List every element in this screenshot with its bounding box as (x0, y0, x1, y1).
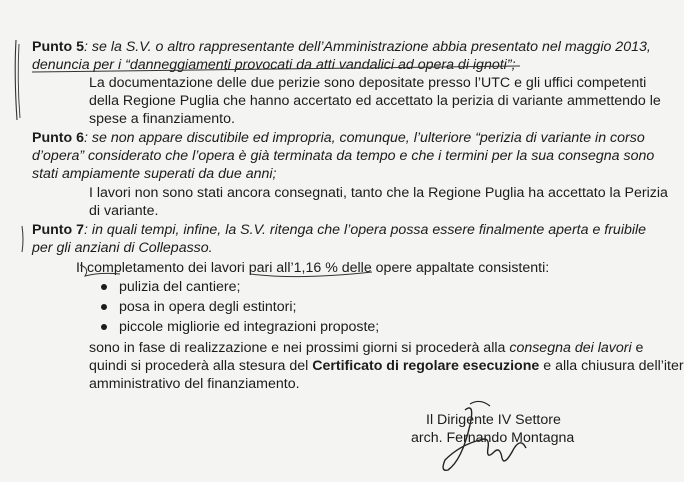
punto5-question-line2 (32, 56, 516, 74)
punto6-label: Punto 6 (32, 130, 85, 146)
punto5-label: Punto 5 (32, 39, 85, 55)
bullet-dot (101, 304, 107, 310)
conclusion-text2c: e alla chiusura dell’iter (543, 358, 684, 374)
punto6-answer-line2: di variante. (89, 203, 159, 219)
punto5-question-line1 (32, 38, 651, 56)
punto6-question-line2: d’opera” considerato che l’opera è già terminata da tempo e che i termini per la sua consegna sono (32, 148, 655, 164)
punto7-question-text1: : in quali tempi, infine, la S.V. ritenga che l’opera possa essere finalmente aperta e fruibile (84, 222, 647, 238)
punto5-answer-line2: della Regione Puglia che hanno accertato ed accettato la perizia di variante ammettendo le (89, 93, 661, 109)
bullet-item-1: pulizia del cantiere; (119, 279, 241, 295)
bullet-dot (101, 324, 107, 330)
punto7-conclusion-line2 (89, 357, 684, 375)
punto6-question-line1 (32, 129, 645, 147)
signature-name: arch. Fernando Montagna (411, 430, 575, 446)
signature-title: Il Dirigente IV Settore (426, 412, 561, 428)
conclusion-text1-end: e (635, 340, 644, 356)
punto7-conclusion-line1 (89, 339, 643, 357)
conclusion-italic: consegna dei lavori (509, 340, 632, 356)
punto5-question-text2a: denuncia per i (32, 57, 122, 73)
punto5-question-text1: : se la S.V. o altro rappresentante dell’Amministrazione abbia presentato nel maggio 2013, (84, 39, 651, 55)
punto7-answer-line1: Il completamento dei lavori pari all’1,16 % delle opere appaltate consistenti: (76, 260, 550, 276)
punto7-conclusion-line3: amministrativo del finanziamento. (89, 376, 300, 392)
punto6-answer-line1: I lavori non sono stati ancora consegnati, tanto che la Regione Puglia ha accettato la Perizia (89, 185, 668, 201)
margin-mark (18, 44, 20, 118)
conclusion-bold: Certificato di regolare esecuzione (312, 358, 540, 374)
margin-mark (15, 40, 17, 120)
conclusion-text1: sono in fase di realizzazione e nei prossimi giorni si procederà alla (89, 340, 506, 356)
margin-mark (22, 226, 23, 252)
punto6-question-line3: stati ampiamente superati da due anni; (32, 166, 277, 182)
bullet-item-3: piccole migliorie ed integrazioni proposte; (119, 319, 380, 335)
signature-scribble (470, 401, 490, 406)
punto7-label: Punto 7 (32, 222, 85, 238)
bullet-dot (101, 284, 107, 290)
punto7-question-line1 (32, 221, 646, 239)
punto6-question-text1: : se non appare discutibile ed impropria, comunque, l’ulteriore “perizia di variante in corso (84, 130, 645, 146)
punto5-answer-line3: spese a finanziamento. (89, 111, 235, 127)
punto5-question-text2c: ; (511, 57, 516, 73)
conclusion-text2a: quindi si procederà alla stesura del (89, 358, 309, 374)
bullet-item-2: posa in opera degli estintori; (119, 299, 297, 315)
punto5-answer-line1: La documentazione delle due perizie sono depositate presso l’UTC e gli uffici competenti (89, 75, 647, 91)
punto5-question-quote: “danneggiamenti provocati da atti vandalici ad opera di ignoti” (125, 57, 512, 73)
punto7-question-line2: per gli anziani di Collepasso. (32, 240, 213, 256)
